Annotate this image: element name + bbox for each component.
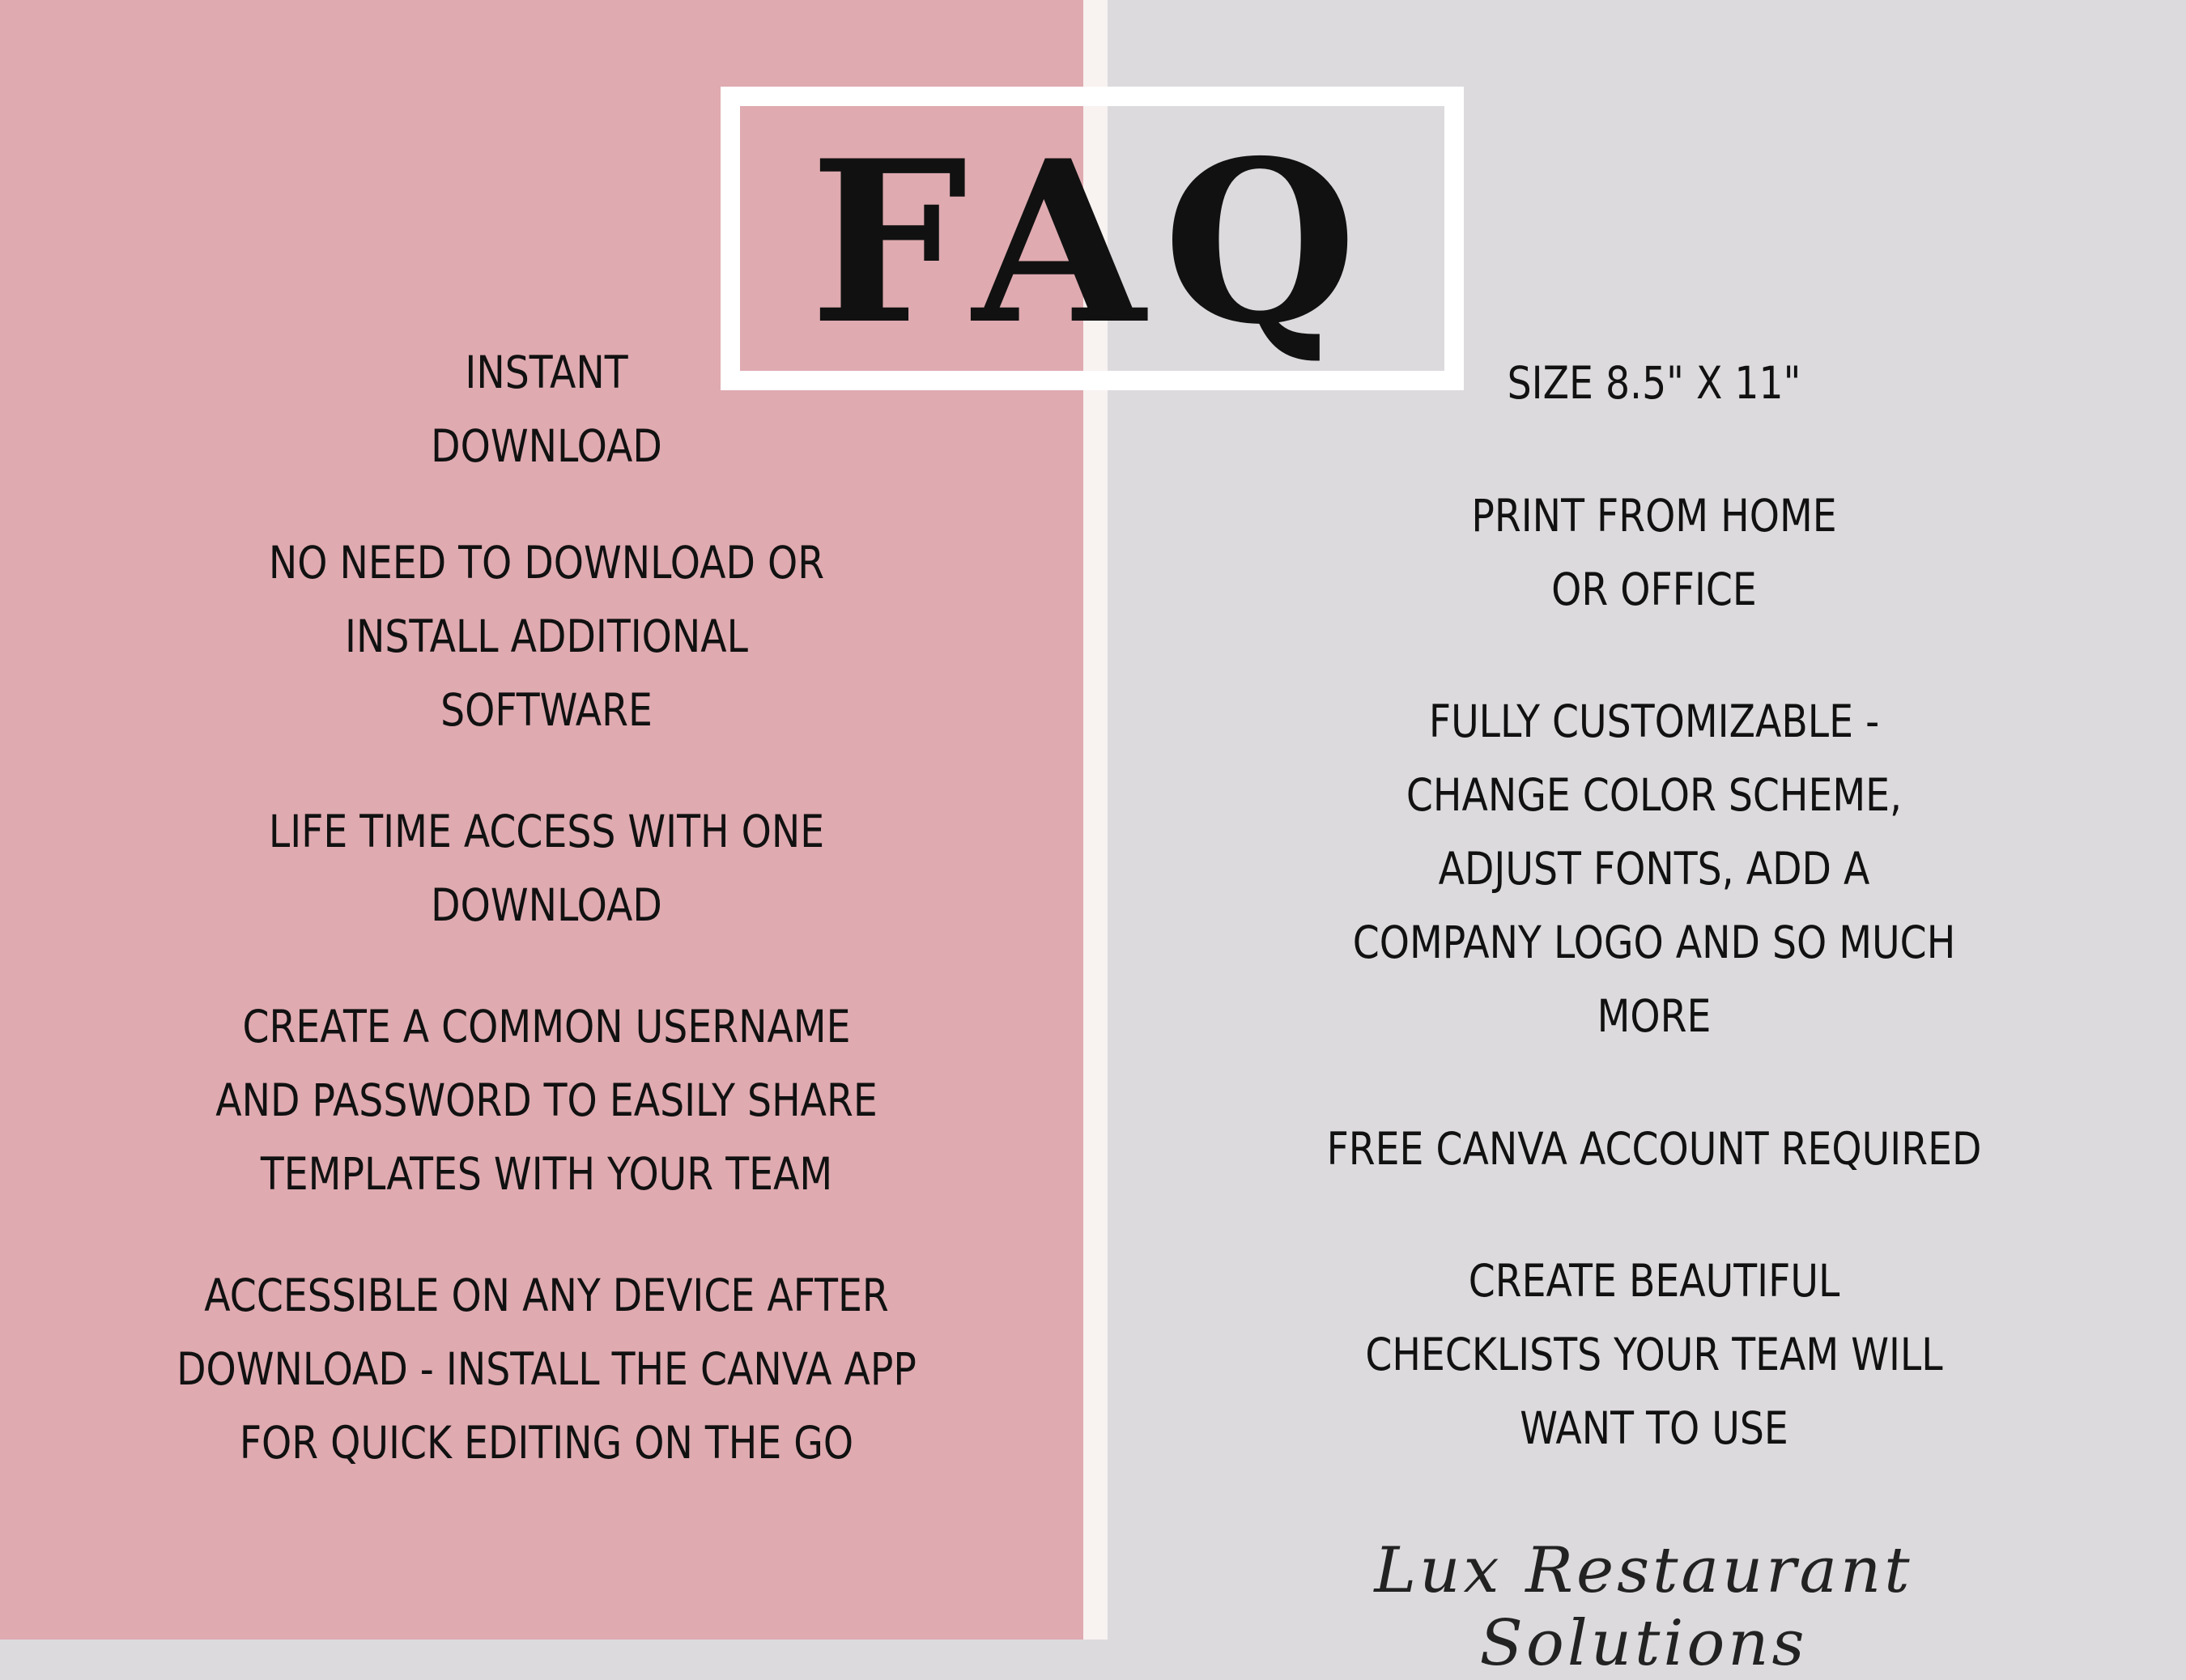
- faq-item-any-device: ACCESSIBLE ON ANY DEVICE AFTER DOWNLOAD - INSTALL THE CANVA APP FOR QUICK EDITING ON THE GO: [176, 1270, 917, 1469]
- faq-item-instant-download: INSTANT DOWNLOAD: [431, 347, 662, 472]
- brand-signature: Lux Restaurant Solutions: [1374, 1534, 1913, 1680]
- faq-item-lifetime-access: LIFE TIME ACCESS WITH ONE DOWNLOAD: [268, 806, 825, 931]
- page-title: FAQ: [809, 112, 1376, 373]
- faq-item-size: SIZE 8.5" X 11": [1507, 357, 1801, 409]
- faq-item-canva-account: FREE CANVA ACCOUNT REQUIRED: [1326, 1123, 1982, 1175]
- faq-item-checklists: CREATE BEAUTIFUL CHECKLISTS YOUR TEAM WILL WANT TO USE: [1365, 1255, 1943, 1454]
- faq-item-print: PRINT FROM HOME OR OFFICE: [1471, 490, 1837, 615]
- faq-item-shared-login: CREATE A COMMON USERNAME AND PASSWORD TO EASILY SHARE TEMPLATES WITH YOUR TEAM: [215, 1001, 878, 1200]
- faq-item-customizable: FULLY CUSTOMIZABLE - CHANGE COLOR SCHEME, ADJUST FONTS, ADD A COMPANY LOGO AND SO MUCH MORE: [1352, 695, 1956, 1042]
- faq-item-no-software: NO NEED TO DOWNLOAD OR INSTALL ADDITIONAL SOFTWARE: [268, 537, 825, 736]
